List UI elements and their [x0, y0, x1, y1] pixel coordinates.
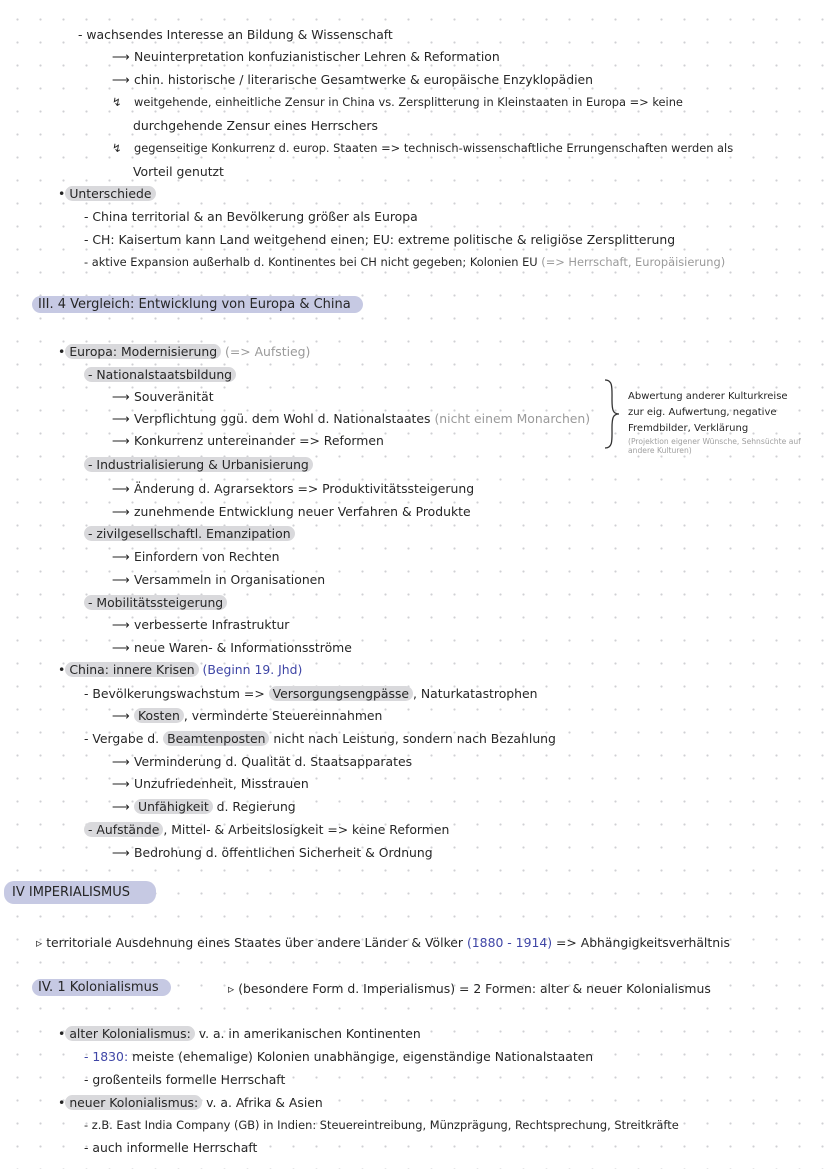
text-line: ⟶ Bedrohung d. öffentlichen Sicherheit & Ordnung: [112, 845, 433, 860]
bullet-dot-icon: •: [58, 344, 66, 359]
triangle-bullet-icon: ▹: [36, 935, 43, 950]
text-line: ⟶ neue Waren- & Informationsströme: [112, 640, 352, 655]
text-line: ⟶ zunehmende Entwicklung neuer Verfahren & Produkte: [112, 504, 471, 519]
text-line: - z.B. East India Company (GB) in Indien: Steuereintreibung, Münzprägung, Rechtsprechung, Streitkräfte: [84, 1118, 679, 1132]
text-line: - Vergabe d. Beamtenposten nicht nach Leistung, sondern nach Bezahlung: [84, 731, 556, 746]
arrow-right-icon: ⟶: [112, 49, 130, 64]
arrow-right-icon: ⟶: [112, 776, 130, 791]
text-line: • Unterschiede: [58, 185, 156, 202]
arrow-right-icon: ⟶: [112, 799, 130, 814]
text-line: ⟶ Versammeln in Organisationen: [112, 572, 326, 587]
text-line: ⟶ chin. historische / literarische Gesamtwerke & europäische Enzyklopädien: [112, 72, 594, 87]
text-line: - zivilgesellschaftl. Emanzipation: [84, 525, 295, 542]
lightning-arrow-icon: ↯: [112, 95, 122, 109]
text-line: • China: innere Krisen (Beginn 19. Jhd): [58, 662, 303, 677]
text-line: ⟶ Einfordern von Rechten: [112, 549, 280, 564]
text-line: ▹ (besondere Form d. Imperialismus) = 2 Formen: alter & neuer Kolonialismus: [228, 981, 711, 996]
chapter-heading: IV IMPERIALISMUS: [4, 884, 156, 901]
text-line: - China territorial & an Bevölkerung größer als Europa: [84, 209, 418, 224]
text-line: durchgehende Zensur eines Herrschers: [133, 118, 378, 133]
text-line: - Nationalstaatsbildung: [84, 366, 236, 383]
text-line: - wachsendes Interesse an Bildung & Wissenschaft: [78, 27, 393, 42]
arrow-right-icon: ⟶: [112, 754, 130, 769]
arrow-right-icon: ⟶: [112, 640, 130, 655]
text-line: ↯ gegenseitige Konkurrenz d. europ. Staaten => technisch-wissenschaftliche Errungenschaften werden als: [112, 141, 734, 155]
section-heading: IV. 1 Kolonialismus: [32, 979, 171, 996]
text-line: - aktive Expansion außerhalb d. Kontinentes bei CH nicht gegeben; Kolonien EU (=> Herrschaft, Europäisierung): [84, 255, 726, 269]
arrow-right-icon: ⟶: [112, 549, 130, 564]
arrow-right-icon: ⟶: [112, 72, 130, 87]
bullet-dot-icon: •: [58, 1026, 66, 1041]
text-line: • neuer Kolonialismus: v. a. Afrika & Asien: [58, 1095, 323, 1110]
triangle-bullet-icon: ▹: [228, 981, 235, 996]
text-line: ⟶ Souveränität: [112, 389, 214, 404]
arrow-right-icon: ⟶: [112, 845, 130, 860]
side-note: Abwertung anderer Kulturkreise zur eig. Aufwertung, negative Fremdbilder, Verklärung (Projektion eigener Wünsche, Sehnsüchte auf andere Kulturen): [628, 391, 801, 455]
arrow-right-icon: ⟶: [112, 617, 130, 632]
arrow-right-icon: ⟶: [112, 389, 130, 404]
arrow-right-icon: ⟶: [112, 411, 130, 426]
text-line: - CH: Kaisertum kann Land weitgehend einen; EU: extreme politische & religiöse Zersplitterung: [84, 232, 676, 247]
section-heading: III. 4 Vergleich: Entwicklung von Europa & China: [32, 296, 363, 313]
text-line: - 1830: meiste (ehemalige) Kolonien unabhängige, eigenständige Nationalstaaten: [84, 1049, 594, 1064]
text-line: • alter Kolonialismus: v. a. in amerikanischen Kontinenten: [58, 1026, 421, 1041]
text-line: - Mobilitätssteigerung: [84, 594, 227, 611]
text-line: Vorteil genutzt: [133, 164, 224, 179]
text-line: ⟶ Verpflichtung ggü. dem Wohl d. Nationalstaates (nicht einem Monarchen): [112, 411, 591, 426]
text-line: - Aufstände , Mittel- & Arbeitslosigkeit => keine Reformen: [84, 821, 449, 838]
text-line: - auch informelle Herrschaft: [84, 1140, 258, 1155]
text-line: ⟶ Konkurrenz untereinander => Reformen: [112, 433, 384, 448]
text-line: ⟶ Verminderung d. Qualität d. Staatsapparates: [112, 754, 413, 769]
bullet-dot-icon: •: [58, 662, 66, 677]
bullet-dot-icon: •: [58, 186, 66, 201]
arrow-right-icon: ⟶: [112, 481, 130, 496]
lightning-arrow-icon: ↯: [112, 141, 122, 155]
text-line: ⟶ Kosten , verminderte Steuereinnahmen: [112, 708, 383, 723]
text-line: ▹ territoriale Ausdehnung eines Staates über andere Länder & Völker (1880 - 1914) => Abhängigkeitsverhältnis: [36, 935, 730, 950]
text-line: - Industrialisierung & Urbanisierung: [84, 456, 313, 473]
arrow-right-icon: ⟶: [112, 572, 130, 587]
text-line: ⟶ Neuinterpretation konfuzianistischer Lehren & Reformation: [112, 49, 500, 64]
text-line: ↯ weitgehende, einheitliche Zensur in China vs. Zersplitterung in Kleinstaaten in Europa => keine: [112, 95, 683, 109]
text-line: - Bevölkerungswachstum => Versorgungsengpässe , Naturkatastrophen: [84, 686, 538, 701]
bullet-dot-icon: •: [58, 1095, 66, 1110]
text-line: ⟶ Unzufriedenheit, Misstrauen: [112, 776, 309, 791]
arrow-right-icon: ⟶: [112, 504, 130, 519]
curly-brace-icon: [603, 378, 621, 450]
arrow-right-icon: ⟶: [112, 433, 130, 448]
text-line: ⟶ Unfähigkeit d. Regierung: [112, 799, 296, 814]
arrow-right-icon: ⟶: [112, 708, 130, 723]
text-line: - großenteils formelle Herrschaft: [84, 1072, 286, 1087]
text-line: ⟶ verbesserte Infrastruktur: [112, 617, 290, 632]
text-line: ⟶ Änderung d. Agrarsektors => Produktivitätssteigerung: [112, 481, 475, 496]
text-line: • Europa: Modernisierung (=> Aufstieg): [58, 344, 311, 359]
